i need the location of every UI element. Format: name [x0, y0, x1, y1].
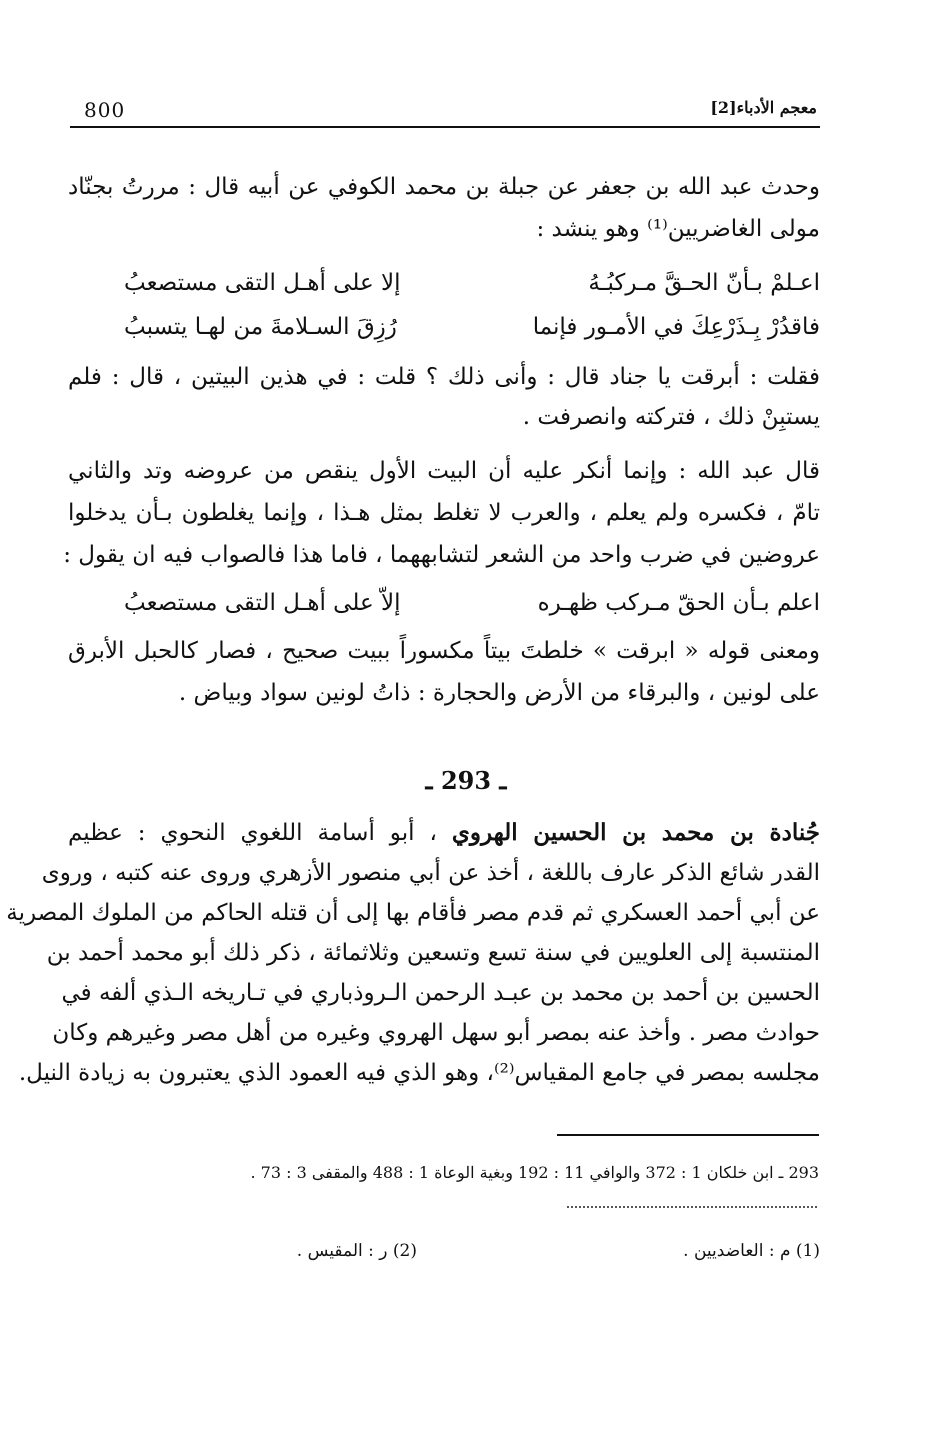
entry-name: جُنادة بن محمد بن الحسين الهروي: [451, 819, 820, 846]
text-line: القدر شائع الذكر عارف باللغة ، أخذ عن أبي منصور الأزهري وروى عنه كتبه ، وروى: [41, 860, 820, 886]
running-head: معجم الأدباء[2]: [710, 98, 817, 117]
text-line: قال عبد الله : وإنما أنكر عليه أن البيت الأول ينقص من عروضه وتد والثاني: [68, 458, 820, 484]
text-line: مجلسه بمصر في جامع المقياس⁽²⁾، وهو الذي فيه العمود الذي يعتبرون به زيادة النيل.: [18, 1060, 820, 1086]
entry-first-line-rest: ، أبو أسامة اللغوي النحوي : عظيم: [68, 820, 452, 846]
text-line: المنتسبة إلى العلويين في سنة تسع وتسعين وثلاثمائة ، ذكر ذلك أبو محمد أحمد بن: [46, 940, 820, 966]
verse-right-hemistich: فاقدُرْ بِـذَرْعِكَ في الأمـور فإنما: [532, 314, 820, 340]
text-line: ومعنى قوله « ابرقت » خلطتَ بيتاً مكسوراً ببيت صحيح ، فصار كالحبل الأبرق: [68, 638, 820, 664]
text-line: تامّ ، فكسره ولم يعلم ، والعرب لا تغلط بمثل هـذا ، وإنما يغلطون بـأن يدخلوا: [68, 500, 820, 526]
verse-right-hemistich: اعـلمْ بـأنّ الحـقَّ مـركبُـهُ: [588, 270, 820, 296]
header-rule: [70, 126, 820, 128]
verse-right-hemistich: اعلم بـأن الحقّ مـركب ظهـره: [537, 590, 820, 616]
verse-left-hemistich: إلاّ على أهـل التقى مستصعبُ: [124, 590, 401, 616]
text-line: عروضين في ضرب واحد من الشعر لتشابههما ، فاما هذا فالصواب فيه ان يقول :: [63, 542, 820, 568]
verse-left-hemistich: رُزِقَ السـلامةَ من لهـا يتسببُ: [124, 314, 397, 340]
text-line: عن أبي أحمد العسكري ثم قدم مصر فأقام بها إلى أن قتله الحاكم من الملوك المصرية: [6, 900, 820, 926]
source-references: 293 ـ ابن خلكان 1 : 372 والوافي 11 : 192 وبغية الوعاة 1 : 488 والمقفى 3 : 73 .: [250, 1163, 819, 1182]
entry-number: ـ 293 ـ: [425, 766, 507, 795]
page-number: 800: [84, 98, 126, 122]
text-line: وحدث عبد الله بن جعفر عن جبلة بن محمد الكوفي عن أبيه قال : مررتُ بجنّاد: [68, 174, 820, 200]
entry-first-line: [68, 816, 820, 850]
text-line: مولى الغاضريين⁽¹⁾ وهو ينشد :: [536, 216, 820, 242]
text-line: على لونين ، والبرقاء من الأرض والحجارة : ذاتُ لونين سواد وبياض .: [178, 680, 820, 706]
dotted-separator: [567, 1206, 817, 1208]
text-line: فقلت : أبرقت يا جناد قال : وأنى ذلك ؟ قلت : في هذين البيتين ، قال : فلم: [68, 364, 820, 390]
verse-left-hemistich: إلا على أهـل التقى مستصعبُ: [124, 270, 401, 296]
footnote-1: (1) م : العاضديين .: [683, 1241, 820, 1261]
footnote-2: (2) ر : المقيس .: [296, 1241, 417, 1261]
text-line: الحسين بن أحمد بن محمد بن عبـد الرحمن الـروذباري في تـاريخه الـذي ألفه في: [61, 980, 820, 1006]
footnote-rule: [557, 1134, 819, 1136]
text-line: يستبِنْ ذلك ، فتركته وانصرفت .: [522, 404, 820, 430]
text-line: حوادث مصر . وأخذ عنه بمصر أبو سهل الهروي وغيره من أهل مصر وغيرهم وكان: [52, 1020, 820, 1046]
